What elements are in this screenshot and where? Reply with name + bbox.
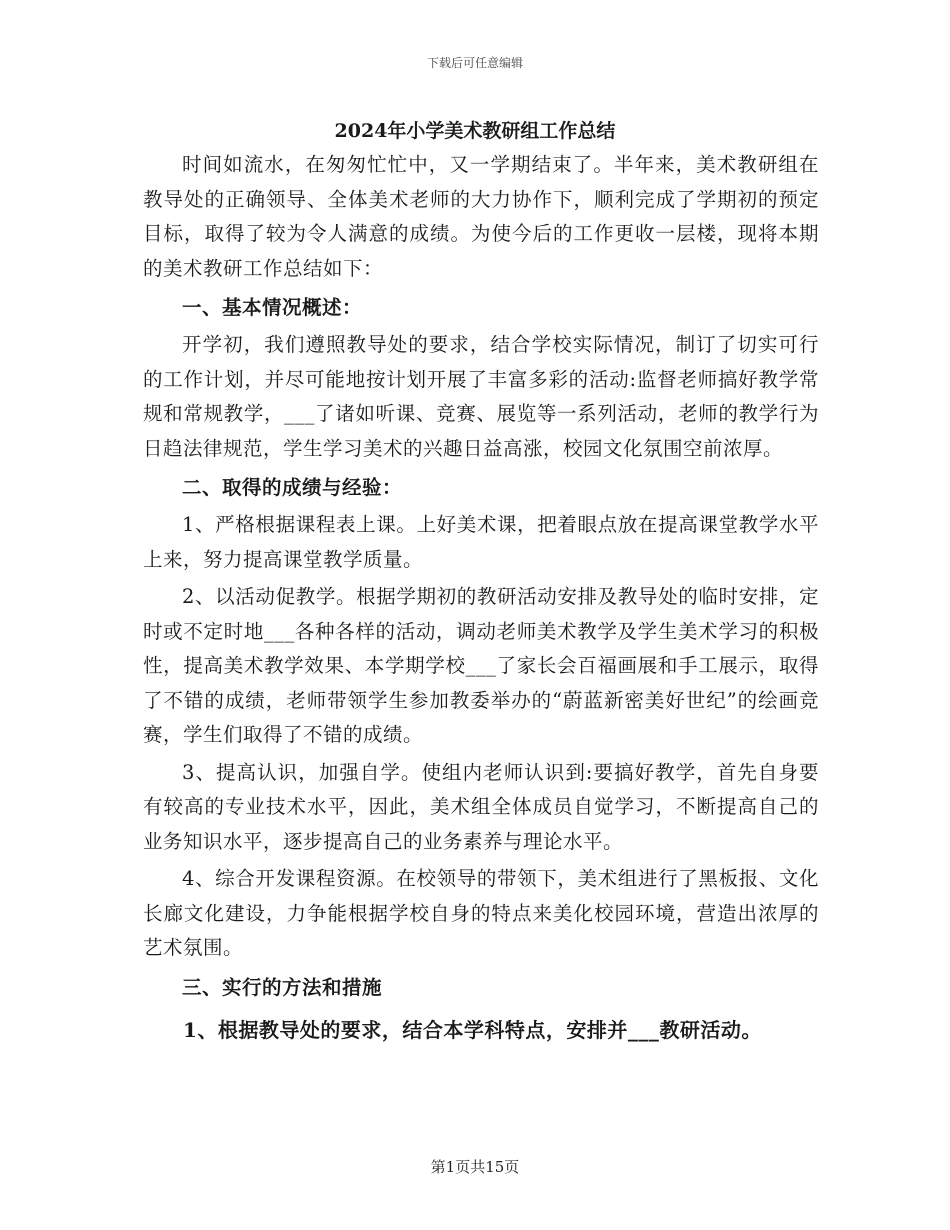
section-2-item-3: 3、提高认识，加强自学。使组内老师认识到:要搞好教学，首先自身要有较高的专业技术水平，因此，美术组全体成员自觉学习，不断提高自己的业务知识水平，逐步提高自己的业务素养与理论水平。 <box>143 760 819 853</box>
section-2-item-2: 2、以活动促教学。根据学期初的教研活动安排及教导处的临时安排，定时或不定时地___各种各样的活动，调动老师美术教学及学生美术学习的积极性，提高美术教学效果、本学期学校___了家长会百福画展和手工展示，取得了不错的成绩，老师带领学生参加教委举办的“蔚蓝新密美好世纪”的绘画竞赛，学生们取得了不错的成绩。 <box>143 585 819 746</box>
section-3-heading: 三、实行的方法和措施 <box>182 975 383 999</box>
section-2-heading: 二、取得的成绩与经验： <box>182 476 403 499</box>
section-1-paragraph: 开学初，我们遵照教导处的要求，结合学校实际情况，制订了切实可行的工作计划，并尽可能地按计划开展了丰富多彩的活动:监督老师搞好教学常规和常规教学，___了诸如听课、竞赛、展览等一系列活动，老师的教学行为日趋法律规范，学生学习美术的兴趣日益高涨，校园文化氛围空前浓厚。 <box>143 333 819 460</box>
header-note: 下载后可任意编辑 <box>426 56 523 70</box>
section-2-item-4: 4、综合开发课程资源。在校领导的带领下，美术组进行了黑板报、文化长廊文化建设，力争能根据学校自身的特点来美化校园环境，营造出浓厚的艺术氛围。 <box>143 867 819 959</box>
page-indicator: 第1页共15页 <box>430 1158 520 1176</box>
section-2-item-1: 1、严格根据课程表上课。上好美术课，把着眼点放在提高课堂教学水平上来，努力提高课堂教学质量。 <box>143 513 819 571</box>
intro-paragraph: 时间如流水，在匆匆忙忙中，又一学期结束了。半年来，美术教研组在教导处的正确领导、全体美术老师的大力协作下，顺利完成了学期初的预定目标，取得了较为令人满意的成绩。为使今后的工作更收一层楼，现将本期的美术教研工作总结如下： <box>143 153 819 280</box>
section-1-heading: 一、基本情况概述： <box>182 296 363 319</box>
document-body <box>143 148 819 1050</box>
section-3-item-1: 1、根据教导处的要求，结合本学科特点，安排并___教研活动。 <box>183 1017 762 1042</box>
document-title: 2024年小学美术教研组工作总结 <box>334 120 616 142</box>
